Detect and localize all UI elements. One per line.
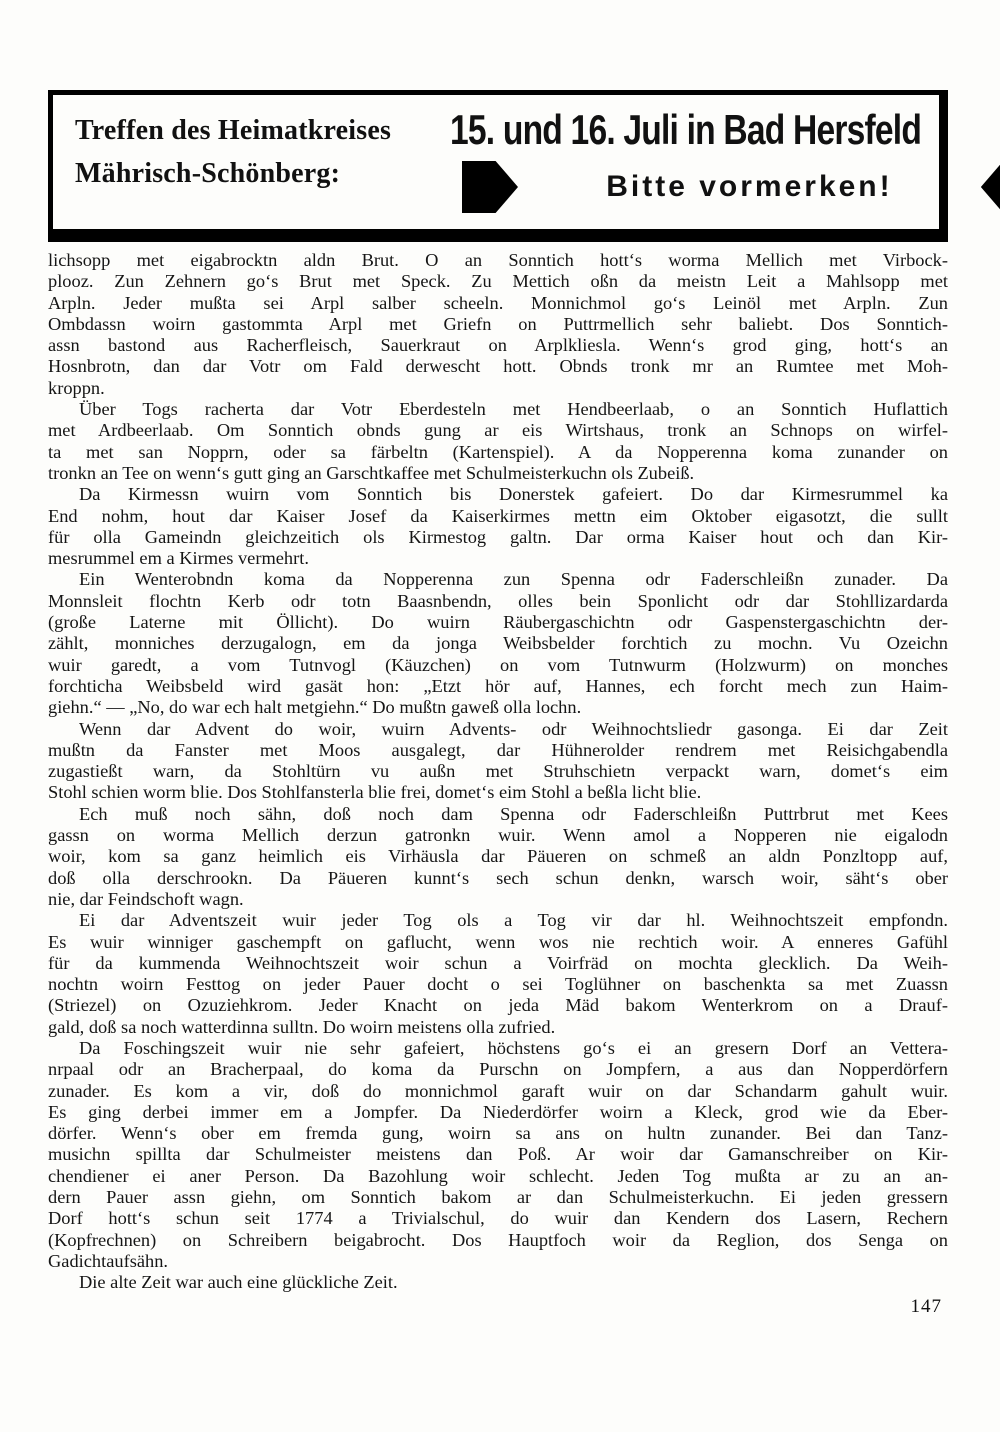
arrow-right-icon	[462, 161, 518, 213]
text-line: kroppn.	[48, 377, 105, 398]
text-line: met Ardbeerlaab. Om Sonntich obnds gung ar eis Wirtshaus, tronk an Schnops on wirfel-	[48, 420, 948, 441]
text-line: für da kummenda Weihnochtszeit woir schun a Voirfräd on mochta glecklich. Da Weih-	[48, 952, 948, 973]
text-line: Wenn dar Advent do woir, wuirn Advents- odr Weihnochtsliedr gasonga. Ei dar Zeit	[79, 718, 948, 739]
page-number: 147	[910, 1296, 942, 1317]
announcement-left-line1: Treffen des Heimatkreises	[75, 115, 392, 146]
text-line: Über Togs racherta dar Votr Eberdesteln met Hendbeerlaab, o an Sonntich Huflattich	[79, 399, 948, 420]
text-line: nrpaal odr an Bracherpaal, do koma da Purschn on Jompfern, a aus dan Nopperdörfern	[48, 1059, 948, 1080]
text-line: lichsopp met eigabrocktn aldn Brut. O an Sonntich hott‘s worma Mellich met Virbock-	[48, 250, 948, 270]
text-line: chendiener ei aner Person. Da Bazohlung woir schlecht. Jeden Tog mußta ar zu an an-	[48, 1165, 948, 1186]
text-line: assn bastond aus Racherfleisch, Sauerkraut on Arplkliesla. Wenn‘s grod ging, hott‘s an	[48, 335, 948, 356]
announcement-left-text	[75, 107, 450, 215]
text-line: Ombdassn woirn gastommta Arpl met Griefn on Puttrmellich sehr baliebt. Dos Sonntich-	[48, 313, 948, 334]
text-line: Die alte Zeit war auch eine glückliche Zeit.	[79, 1272, 398, 1293]
announcement-note-row	[450, 161, 1000, 215]
text-line: mesrummel em a Kirmes vermehrt.	[48, 548, 309, 569]
text-line: zählt, monniches derzugalogn, em da jonga Weibsbelder forchtich zu mochn. Vu Ozeichn	[48, 633, 948, 654]
text-line: mußtn da Fanster met Moos ausgalegt, dar Hühnerolder rendrem met Reisichgabendla	[48, 739, 948, 760]
text-line: Da Foschingszeit wuir nie sehr gafeiert, höchstens go‘s ei an gresern Dorf an Vettera-	[79, 1037, 948, 1058]
text-line: Ech muß noch sähn, doß noch dam Spenna odr Faderschleißn Puttrbrut met Kees	[79, 803, 948, 824]
announcement-right	[450, 107, 1000, 215]
announcement-note: Bitte vormerken!	[606, 170, 893, 203]
text-line: gassn on worma Mellich derzun gatronkn wuir. Wenn amol a Nopperen nie eigalodn	[48, 825, 948, 846]
text-line: tronkn an Tee on wenn‘s gutt ging an Garschtkaffee met Schulmeisterkuchn ols Zubeiß.	[48, 462, 695, 483]
text-line: musichn spillta dar Schulmeister meistens dan Poß. Ar woir dar Gamanschreiber on Kir-	[48, 1144, 948, 1165]
arrow-left-icon	[981, 161, 1000, 213]
text-line: woir, kom sa ganz heimlich eis Virhäusla dar Päueren on schmeß an aldn Ponzltopp auf,	[48, 846, 948, 867]
text-line: Ei dar Adventszeit wuir jeder Tog ols a Tog vir dar hl. Weihnochtszeit empfondn.	[79, 910, 948, 931]
text-line: Da Kirmessn wuirn vom Sonntich bis Donerstek gafeiert. Do dar Kirmesrummel ka	[79, 484, 948, 505]
text-line: plooz. Zun Zehnern go‘s Brut met Speck. Zu Mettich oßn da meistn Leit a Mahlsopp met	[48, 271, 948, 292]
text-line: (große Laterne mit Öllicht). Do wuirn Räubergaschichtn odr Gaspenstergaschichtn der-	[48, 612, 948, 633]
text-line: für olla Gameindn gleichzeitich ols Kirmestog galtn. Dar orma Kaiser hout och dan Kir-	[48, 526, 948, 547]
text-line: wuir garedt, a vom Tutnvogl (Käuzchen) on vom Tutnwurm (Holzwurm) on monches	[48, 654, 948, 675]
text-line: nie, dar Feindschoft wagn.	[48, 888, 244, 909]
text-line: doß olla derschrookn. Da Päueren kunnt‘s sech schun denkn, warsch woir, säht‘s ober	[48, 867, 948, 888]
text-line: Dorf hott‘s schun seit 1774 a Trivialschul, do wuir dan Kendern dos Lasern, Rechern	[48, 1208, 948, 1229]
text-line: (Striezel) on Ozuziehkrom. Jeder Knacht on jeda Mäd bakom Wenterkrom on a Drauf-	[48, 995, 948, 1016]
announcement-box	[48, 90, 948, 242]
text-line: Es ging derbei immer em a Jompfer. Da Niederdörfer woirn a Kleck, grod wie da Eber-	[48, 1101, 948, 1122]
text-line: Hosnbrotn, dan dar Votr om Fald derwescht hott. Obnds tronk mr an Rumtee met Moh-	[48, 356, 948, 377]
text-line: zunader. Es kom a vir, doß do monnichmol garaft wuir on dar Schandarm gahult wuir.	[48, 1080, 948, 1101]
text-line: dern Pauer assn giehn, om Sonntich bakom ar dan Schulmeisterkuchn. Ei jeden gressern	[48, 1187, 948, 1208]
text-line: ta met san Nopprn, oder sa färbeltn (Kartenspiel). A da Nopperenna koma zunander on	[48, 441, 948, 462]
text-line: nochtn woirn Festtog on jeder Pauer docht o sei Toglühner on baschenkta sa met Zuassn	[48, 974, 948, 995]
text-line: Monnsleit flochtn Kerb odr totn Baasnbendn, olles bein Sponlicht odr dar Stohllizardarda	[48, 590, 948, 611]
text-line: Arpln. Jeder mußta sei Arpl salber scheeln. Monnichmol go‘s Leinöl met Arpln. Zun	[48, 292, 948, 313]
text-line: giehn.“ — „No, do war ech halt metgiehn.“ Do mußtn gaweß olla lochn.	[48, 697, 582, 718]
text-line: Gadichtaufsähn.	[48, 1250, 169, 1271]
text-line: gald, doß sa noch watterdinna sulltn. Do woirn meistens olla zufried.	[48, 1016, 556, 1037]
text-line: Ein Wenterobndn koma da Nopperenna zun Spenna odr Faderschleißn zunader. Da	[79, 569, 948, 590]
text-line: Es wuir winniger gaschempft on gaflucht, wenn wos nie rechtich woir. A enneres Gafühl	[48, 931, 948, 952]
text-line: (Kopfrechnen) on Schreibern beigabrocht. Dos Hauptfoch woir da Reglion, dos Senga on	[48, 1229, 948, 1250]
text-line: Stohl schien worm blie. Dos Stohlfansterla blie frei, domet‘s eim Stohl a beßla licht blie.	[48, 782, 702, 803]
text-line: End nohm, hout dar Kaiser Josef da Kaiserkirmes mettn eim Oktober eigasotzt, die sullt	[48, 505, 948, 526]
text-line: dörfer. Wenn‘s ober em fremda gung, woirn sa ans on hultn zunander. Bei dan Tanz-	[48, 1123, 948, 1144]
text-line: zugastießt warn, da Stohltürn vu außn met Struhschietn verpackt warn, domet‘s eim	[48, 761, 948, 782]
text-line: forchticha Weibsbeld wird gasät hon: „Etzt hör auf, Hannes, ech forcht mech zun Haim-	[48, 675, 948, 696]
announcement-left-line2: Mährisch-Schönberg:	[75, 158, 341, 190]
announcement-title: 15. und 16. Juli in Bad Hersfeld	[450, 106, 922, 153]
article-body	[48, 250, 948, 1294]
